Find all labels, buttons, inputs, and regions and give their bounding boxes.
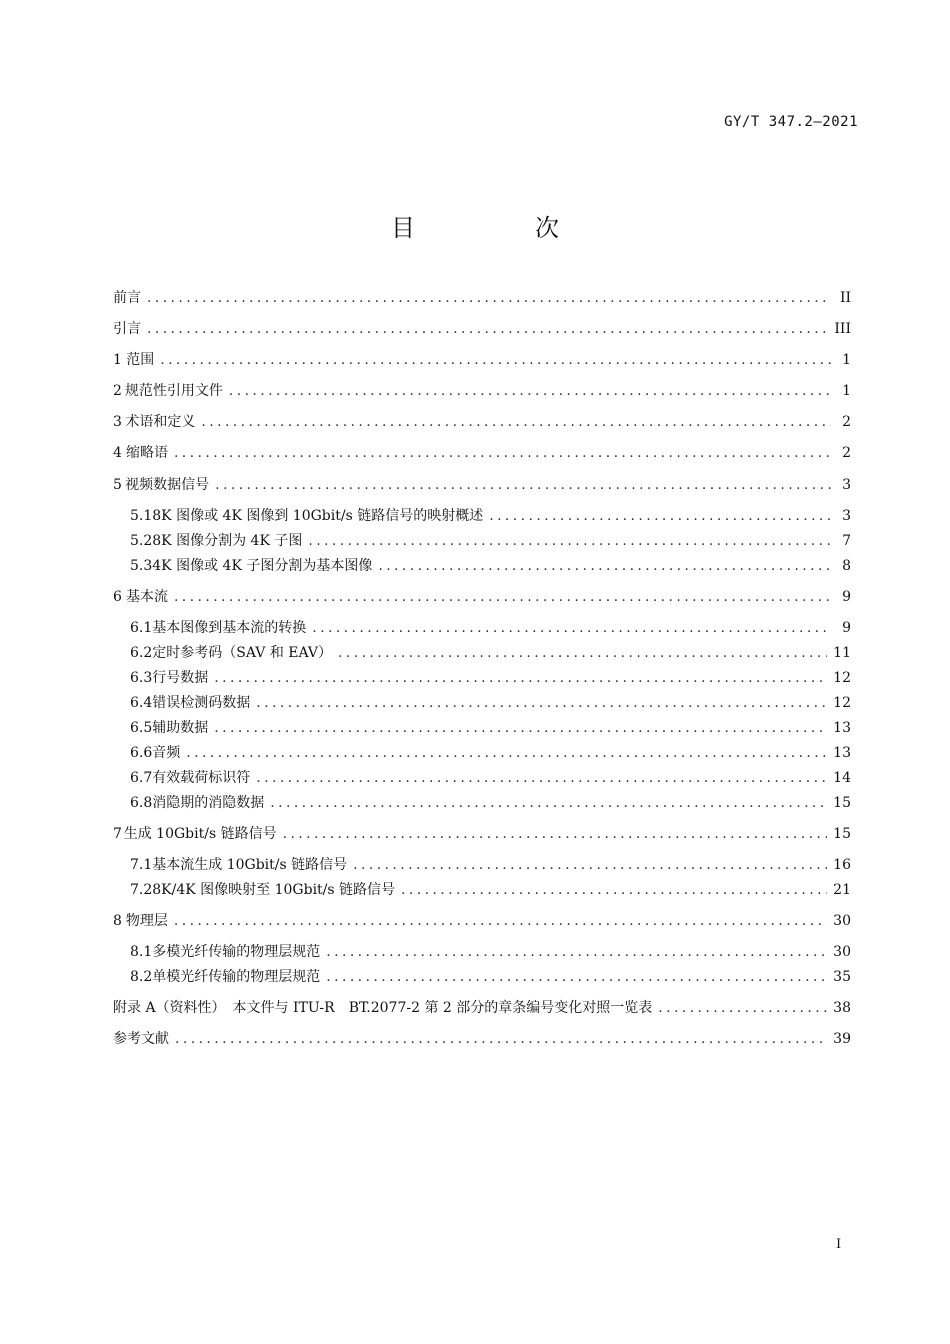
toc-entry-number: 8 — [113, 913, 122, 929]
toc-entry-label: 8K 图像或 4K 图像到 10Gbit/s 链路信号的映射概述 — [152, 508, 484, 524]
toc-entry[interactable] — [113, 588, 851, 606]
toc-leader-dots — [214, 669, 827, 687]
toc-entry-page: 16 — [833, 857, 851, 873]
toc-entry-number: 5.3 — [130, 558, 153, 574]
toc-entry-number: 4 — [113, 445, 122, 461]
page-number: I — [836, 1237, 842, 1252]
toc-subentry[interactable] — [130, 744, 851, 762]
toc-entry-number: 6.8 — [130, 795, 153, 811]
toc-entry-number: 6.7 — [130, 770, 153, 786]
toc-subentry[interactable] — [130, 794, 851, 812]
toc-entry-page: 3 — [842, 477, 851, 493]
toc-entry-page: 7 — [842, 533, 851, 549]
toc-entry-page: 1 — [842, 352, 851, 368]
toc-leader-dots — [401, 881, 827, 899]
toc-entry-number: 8.1 — [130, 944, 153, 960]
toc-entry-label: 规范性引用文件 — [124, 383, 223, 399]
toc-entry-page: II — [839, 290, 851, 306]
toc-entry-label: 多模光纤传输的物理层规范 — [152, 944, 321, 960]
toc-entry-label: 行号数据 — [152, 670, 209, 686]
toc-entry[interactable] — [113, 999, 851, 1017]
toc-entry-label: 8K/4K 图像映射至 10Gbit/s 链路信号 — [152, 882, 396, 898]
toc-entry-label: 有效载荷标识符 — [152, 770, 251, 786]
toc-subentry[interactable] — [130, 619, 851, 637]
toc-entry[interactable] — [113, 912, 851, 930]
toc-entry[interactable] — [113, 413, 851, 431]
toc-entry-page: 2 — [842, 445, 851, 461]
toc-entry-page: 30 — [833, 913, 851, 929]
toc-entry-page: 11 — [833, 645, 851, 661]
toc-leader-dots — [256, 694, 827, 712]
toc-leader-dots — [658, 999, 827, 1017]
toc-entry-label: 8K 图像分割为 4K 子图 — [152, 533, 303, 549]
standard-code: GY/T 347.2—2021 — [724, 114, 858, 130]
toc-entry-number: 7.2 — [130, 882, 153, 898]
toc-leader-dots — [353, 856, 827, 874]
toc-entry-page: 13 — [833, 720, 851, 736]
toc-entry-number: 5.2 — [130, 533, 153, 549]
toc-entry[interactable] — [113, 289, 851, 307]
toc-entry-page: 15 — [833, 795, 851, 811]
toc-entry[interactable] — [113, 382, 851, 400]
toc-entry-page: 30 — [833, 944, 851, 960]
toc-entry-number: 1 — [113, 352, 122, 368]
toc-entry-page: 15 — [833, 826, 851, 842]
toc-subentry[interactable] — [130, 507, 851, 525]
toc-leader-dots — [256, 769, 827, 787]
toc-subentry[interactable] — [130, 694, 851, 712]
toc-leader-dots — [308, 532, 831, 550]
toc-subentry[interactable] — [130, 856, 851, 874]
toc-entry-page: 3 — [842, 508, 851, 524]
toc-leader-dots — [160, 351, 831, 369]
toc-leader-dots — [283, 825, 828, 843]
toc-entry-number: 6.5 — [130, 720, 153, 736]
toc-entry-page: 13 — [833, 745, 851, 761]
toc-leader-dots — [174, 444, 831, 462]
toc-leader-dots — [338, 644, 827, 662]
toc-leader-dots — [174, 588, 831, 606]
toc-leader-dots — [214, 719, 827, 737]
toc-entry-label: 基本流 — [125, 589, 168, 605]
toc-leader-dots — [186, 744, 827, 762]
toc-entry-label: 定时参考码（SAV 和 EAV） — [152, 645, 333, 661]
toc-entry-label: 视频数据信号 — [125, 477, 210, 493]
toc-entry-page: 12 — [833, 695, 851, 711]
toc-entry-label: 消隐期的消隐数据 — [152, 795, 265, 811]
toc-entry[interactable] — [113, 444, 851, 462]
toc-entry-page: 9 — [842, 589, 851, 605]
toc-entry-page: 8 — [842, 558, 851, 574]
page-title: 目 次 — [391, 214, 607, 242]
toc-leader-dots — [378, 557, 831, 575]
toc-leader-dots — [270, 794, 827, 812]
toc-leader-dots — [229, 382, 831, 400]
toc-subentry[interactable] — [130, 968, 851, 986]
toc-entry-number: 8.2 — [130, 969, 153, 985]
toc-leader-dots — [312, 619, 831, 637]
toc-entry-page: 35 — [833, 969, 851, 985]
toc-entry-page: 38 — [833, 1000, 851, 1016]
toc-subentry[interactable] — [130, 532, 851, 550]
toc-entry-number: 3 — [113, 414, 122, 430]
toc-entry-page: 12 — [833, 670, 851, 686]
toc-leader-dots — [201, 413, 831, 431]
toc-entry-number: 6.4 — [130, 695, 153, 711]
toc-subentry[interactable] — [130, 557, 851, 575]
toc-entry-number: 6.3 — [130, 670, 153, 686]
toc-entry[interactable] — [113, 825, 851, 843]
toc-entry-page: III — [834, 321, 851, 337]
toc-entry-label: 缩略语 — [125, 445, 168, 461]
toc-entry-number: 6.1 — [130, 620, 153, 636]
toc-entry-label: 基本图像到基本流的转换 — [152, 620, 307, 636]
toc-subentry[interactable] — [130, 669, 851, 687]
toc-entry[interactable] — [113, 476, 851, 494]
toc-entry-label: 生成 10Gbit/s 链路信号 — [123, 826, 277, 842]
toc-subentry[interactable] — [130, 769, 851, 787]
toc-leader-dots — [489, 507, 831, 525]
toc-entry-page: 2 — [842, 414, 851, 430]
toc-entry-label: 单模光纤传输的物理层规范 — [152, 969, 321, 985]
toc-entry-number: 6.6 — [130, 745, 153, 761]
toc-entry-number: 7.1 — [130, 857, 153, 873]
toc-subentry[interactable] — [130, 644, 851, 662]
toc-entry-page: 1 — [842, 383, 851, 399]
toc-entry[interactable] — [113, 1030, 851, 1048]
toc-leader-dots — [215, 476, 831, 494]
toc-entry-number: 6.2 — [130, 645, 153, 661]
toc-entry[interactable] — [113, 320, 851, 338]
toc-leader-dots — [326, 943, 827, 961]
toc-entry-label: 辅助数据 — [152, 720, 209, 736]
toc-entry-page: 21 — [833, 882, 851, 898]
toc-entry-label: 物理层 — [125, 913, 168, 929]
toc-entry-label: 参考文献 — [113, 1031, 169, 1047]
toc-entry-number: 5 — [113, 477, 122, 493]
toc-leader-dots — [326, 968, 827, 986]
toc-leader-dots — [175, 1030, 827, 1048]
toc-entry-page: 14 — [833, 770, 851, 786]
toc-entry[interactable] — [113, 351, 851, 369]
toc-entry-label: 前言 — [113, 290, 141, 306]
toc-entry-label: 范围 — [126, 352, 155, 368]
toc-entry-page: 39 — [833, 1031, 851, 1047]
toc-entry-label: 基本流生成 10Gbit/s 链路信号 — [152, 857, 348, 873]
toc-entry-label: 音频 — [152, 745, 181, 761]
toc-entry-label: 错误检测码数据 — [152, 695, 251, 711]
toc-entry-label: 附录 A（资料性） 本文件与 ITU-R BT.2077-2 第 2 部分的章条编号变化对照一览表 — [113, 1000, 653, 1016]
toc-subentry[interactable] — [130, 719, 851, 737]
toc-entry-label: 术语和定义 — [125, 414, 196, 430]
toc-leader-dots — [147, 289, 831, 307]
toc-entry-number: 2 — [113, 383, 122, 399]
toc-leader-dots — [147, 320, 828, 338]
toc-entry-page: 9 — [842, 620, 851, 636]
toc-entry-number: 5.1 — [130, 508, 153, 524]
toc-entry-label: 引言 — [113, 321, 141, 337]
toc-entry-number: 7 — [113, 826, 122, 842]
toc-subentry[interactable] — [130, 881, 851, 899]
toc-entry-label: 4K 图像或 4K 子图分割为基本图像 — [152, 558, 373, 574]
toc-entry-number: 6 — [113, 589, 122, 605]
toc-leader-dots — [174, 912, 827, 930]
toc-subentry[interactable] — [130, 943, 851, 961]
